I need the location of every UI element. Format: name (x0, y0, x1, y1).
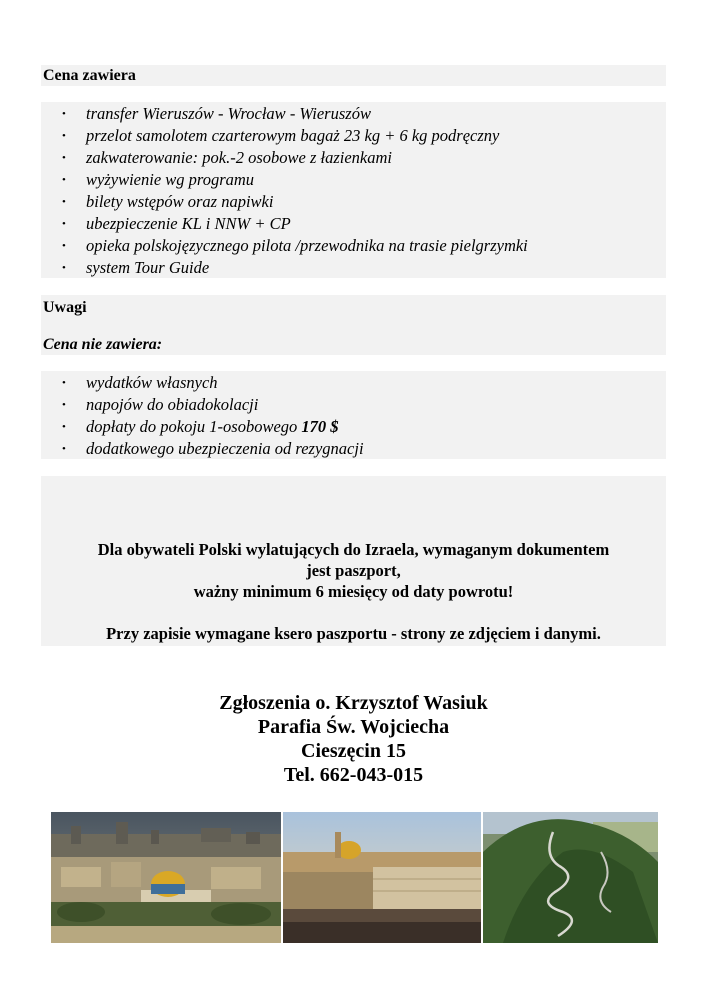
list-item: • transfer Wieruszów - Wrocław - Wieruszów (62, 104, 371, 123)
bullet-icon: • (62, 399, 66, 411)
list-item: • bilety wstępów oraz napiwki (62, 192, 274, 211)
list-item: • dodatkowego ubezpieczenia od rezygnacji (62, 439, 364, 458)
not-included-list (41, 372, 666, 460)
list-item: • ubezpieczenie KL i NNW + CP (62, 214, 291, 233)
list-item: • przelot samolotem czarterowym bagaż 23 kg + 6 kg podręczny (62, 126, 500, 145)
notice-line: Przy zapisie wymagane ksero paszportu - strony ze zdjęciem i danymi. (106, 624, 601, 643)
mount-tabor-photo (483, 812, 658, 943)
contact-parish: Parafia Św. Wojciecha (257, 716, 450, 738)
contact-block (0, 691, 707, 787)
contact-phone: Tel. 662-043-015 (283, 764, 424, 786)
notice-line: ważny minimum 6 miesięcy od daty powrotu! (193, 582, 514, 601)
bullet-icon: • (62, 196, 66, 208)
notes-heading: Uwagi (43, 299, 87, 316)
list-item: • zakwaterowanie: pok.-2 osobowe z łazienkami (62, 148, 392, 167)
list-item: • wyżywienie wg programu (62, 170, 255, 189)
bullet-icon: • (62, 377, 66, 389)
notice-spacer (41, 602, 666, 623)
bullet-icon: • (62, 108, 66, 120)
list-item: • wydatków własnych (62, 373, 218, 392)
list-item: • dopłaty do pokoju 1-osobowego 170 $ (62, 417, 339, 436)
bullet-icon: • (62, 130, 66, 142)
bullet-icon: • (62, 174, 66, 186)
not-included-heading: Cena nie zawiera: (43, 336, 163, 353)
bullet-icon: • (62, 443, 66, 455)
bullet-icon: • (62, 218, 66, 230)
contact-name: Zgłoszenia o. Krzysztof Wasiuk (219, 692, 488, 714)
photo-strip (51, 812, 658, 943)
jerusalem-dome-photo (51, 812, 281, 943)
contact-address: Cieszęcin 15 (301, 740, 406, 762)
single-room-price: 170 $ (301, 417, 339, 436)
bullet-icon: • (62, 152, 66, 164)
notice-line: Dla obywateli Polski wylatujących do Izraela, wymaganym dokumentem (97, 540, 610, 559)
list-item: • system Tour Guide (62, 258, 210, 277)
bullet-icon: • (62, 421, 66, 433)
included-heading: Cena zawiera (43, 67, 136, 84)
passport-notice (41, 539, 666, 644)
bullet-icon: • (62, 262, 66, 274)
notice-line: jest paszport, (306, 561, 401, 580)
western-wall-photo (283, 812, 481, 943)
included-list (41, 103, 666, 279)
bullet-icon: • (62, 240, 66, 252)
list-item: • opieka polskojęzycznego pilota /przewodnika na trasie pielgrzymki (62, 236, 528, 255)
list-item: • napojów do obiadokolacji (62, 395, 259, 414)
